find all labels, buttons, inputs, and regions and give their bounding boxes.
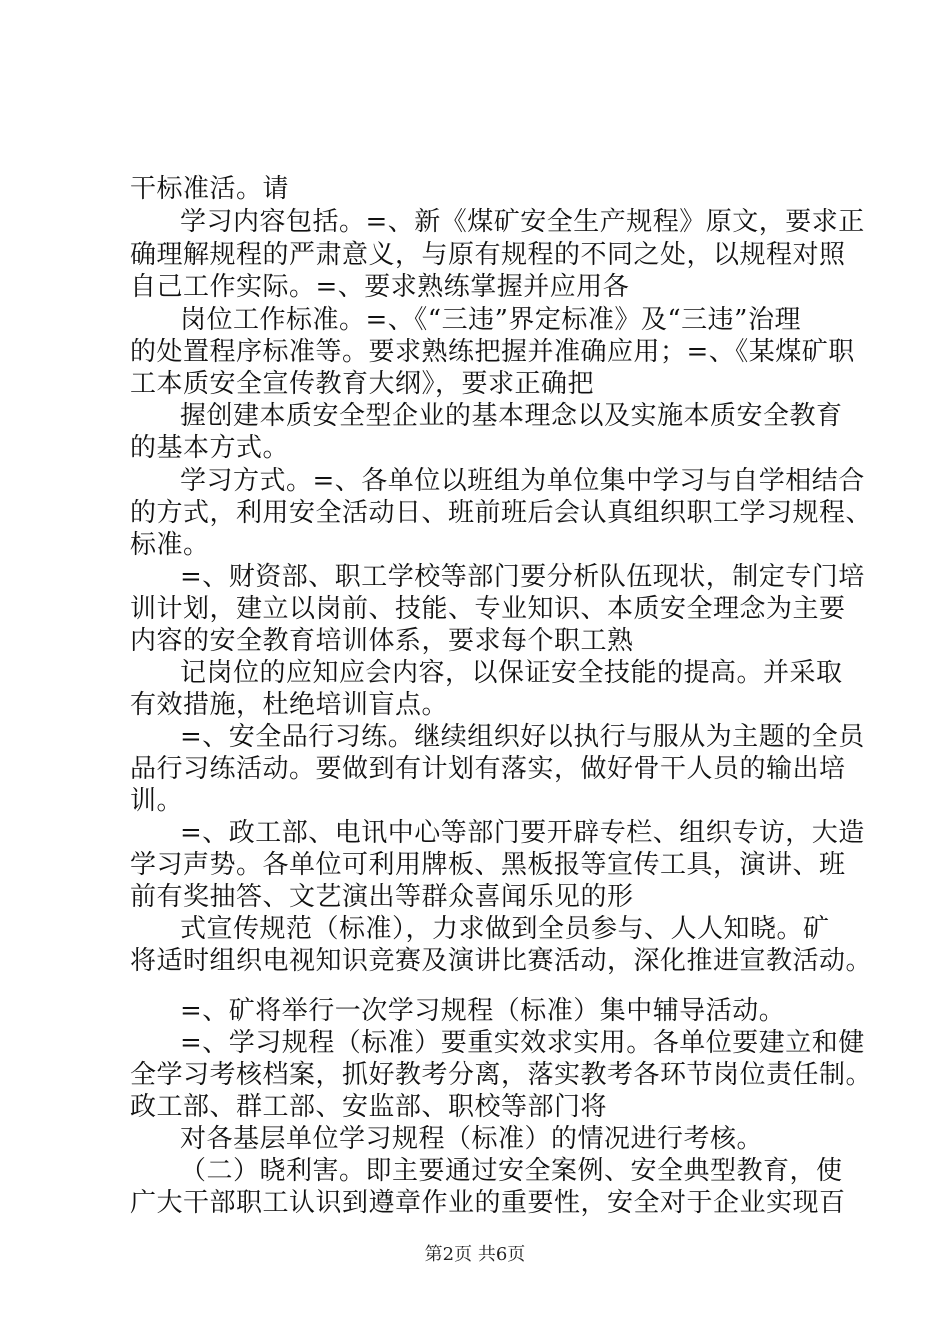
text-line: =、学习规程（标准）要重实效求实用。各单位要建立和健 — [180, 1028, 865, 1058]
text-line: 有效措施，杜绝培训盲点。 — [130, 690, 449, 720]
text-line: 干标准活。请 — [130, 174, 290, 204]
text-line: 广大干部职工认识到遵章作业的重要性，安全对于企业实现百 — [130, 1188, 846, 1218]
text-line: 标准。 — [130, 530, 210, 560]
text-line: 训计划，建立以岗前、技能、专业知识、本质安全理念为主要 — [130, 594, 846, 624]
text-line: =、安全品行习练。继续组织好以执行与服从为主题的全员 — [180, 722, 865, 752]
text-line: 记岗位的应知应会内容，以保证安全技能的提高。并采取 — [180, 658, 843, 688]
text-line: 对各基层单位学习规程（标准）的情况进行考核。 — [180, 1124, 764, 1154]
text-line: =、财资部、职工学校等部门要分析队伍现状，制定专门培 — [180, 562, 865, 592]
text-line: （二）晓利害。即主要通过安全案例、安全典型教育，使 — [180, 1156, 843, 1186]
page-footer — [0, 1244, 950, 1266]
text-line: 学习内容包括。=、新《煤矿安全生产规程》原文，要求正 — [180, 207, 865, 237]
text-line: 内容的安全教育培训体系，要求每个职工熟 — [130, 626, 634, 656]
text-line: 握创建本质安全型企业的基本理念以及实施本质安全教育 — [180, 401, 843, 431]
text-line: =、矿将举行一次学习规程（标准）集中辅导活动。 — [180, 996, 786, 1026]
text-line: 式宣传规范（标准），力求做到全员参与、人人知晓。矿 — [180, 914, 830, 944]
text-line: 确理解规程的严肃意义，与原有规程的不同之处，以规程对照 — [130, 240, 846, 270]
text-line: 自己工作实际。=、要求熟练掌握并应用各 — [130, 272, 630, 302]
page-number-label: 第2页 共6页 — [424, 1244, 526, 1265]
text-line: 学习方式。=、各单位以班组为单位集中学习与自学相结合 — [180, 466, 865, 496]
text-line: 的处置程序标准等。要求熟练把握并准确应用；=、《某煤矿职 — [130, 337, 855, 367]
text-line: 学习声势。各单位可利用牌板、黑板报等宣传工具，演讲、班 — [130, 850, 846, 880]
text-line: 政工部、群工部、安监部、职校等部门将 — [130, 1092, 608, 1122]
text-line: 岗位工作标准。=、《“三违”界定标准》及“三违”治理 — [180, 305, 801, 335]
text-line: =、政工部、电讯中心等部门要开辟专栏、组织专访，大造 — [180, 818, 865, 848]
text-line: 品行习练活动。要做到有计划有落实，做好骨干人员的输出培 — [130, 754, 846, 784]
text-line: 的方式，利用安全活动日、班前班后会认真组织职工学习规程、 — [130, 498, 873, 528]
text-line: 将适时组织电视知识竞赛及演讲比赛活动，深化推进宣教活动。 — [130, 946, 873, 976]
text-line: 前有奖抽答、文艺演出等群众喜闻乐见的形 — [130, 882, 634, 912]
text-line: 全学习考核档案，抓好教考分离，落实教考各环节岗位责任制。 — [130, 1060, 873, 1090]
text-line: 的基本方式。 — [130, 433, 290, 463]
text-line: 训。 — [130, 786, 184, 816]
text-line: 工本质安全宣传教育大纲》，要求正确把 — [130, 369, 595, 399]
